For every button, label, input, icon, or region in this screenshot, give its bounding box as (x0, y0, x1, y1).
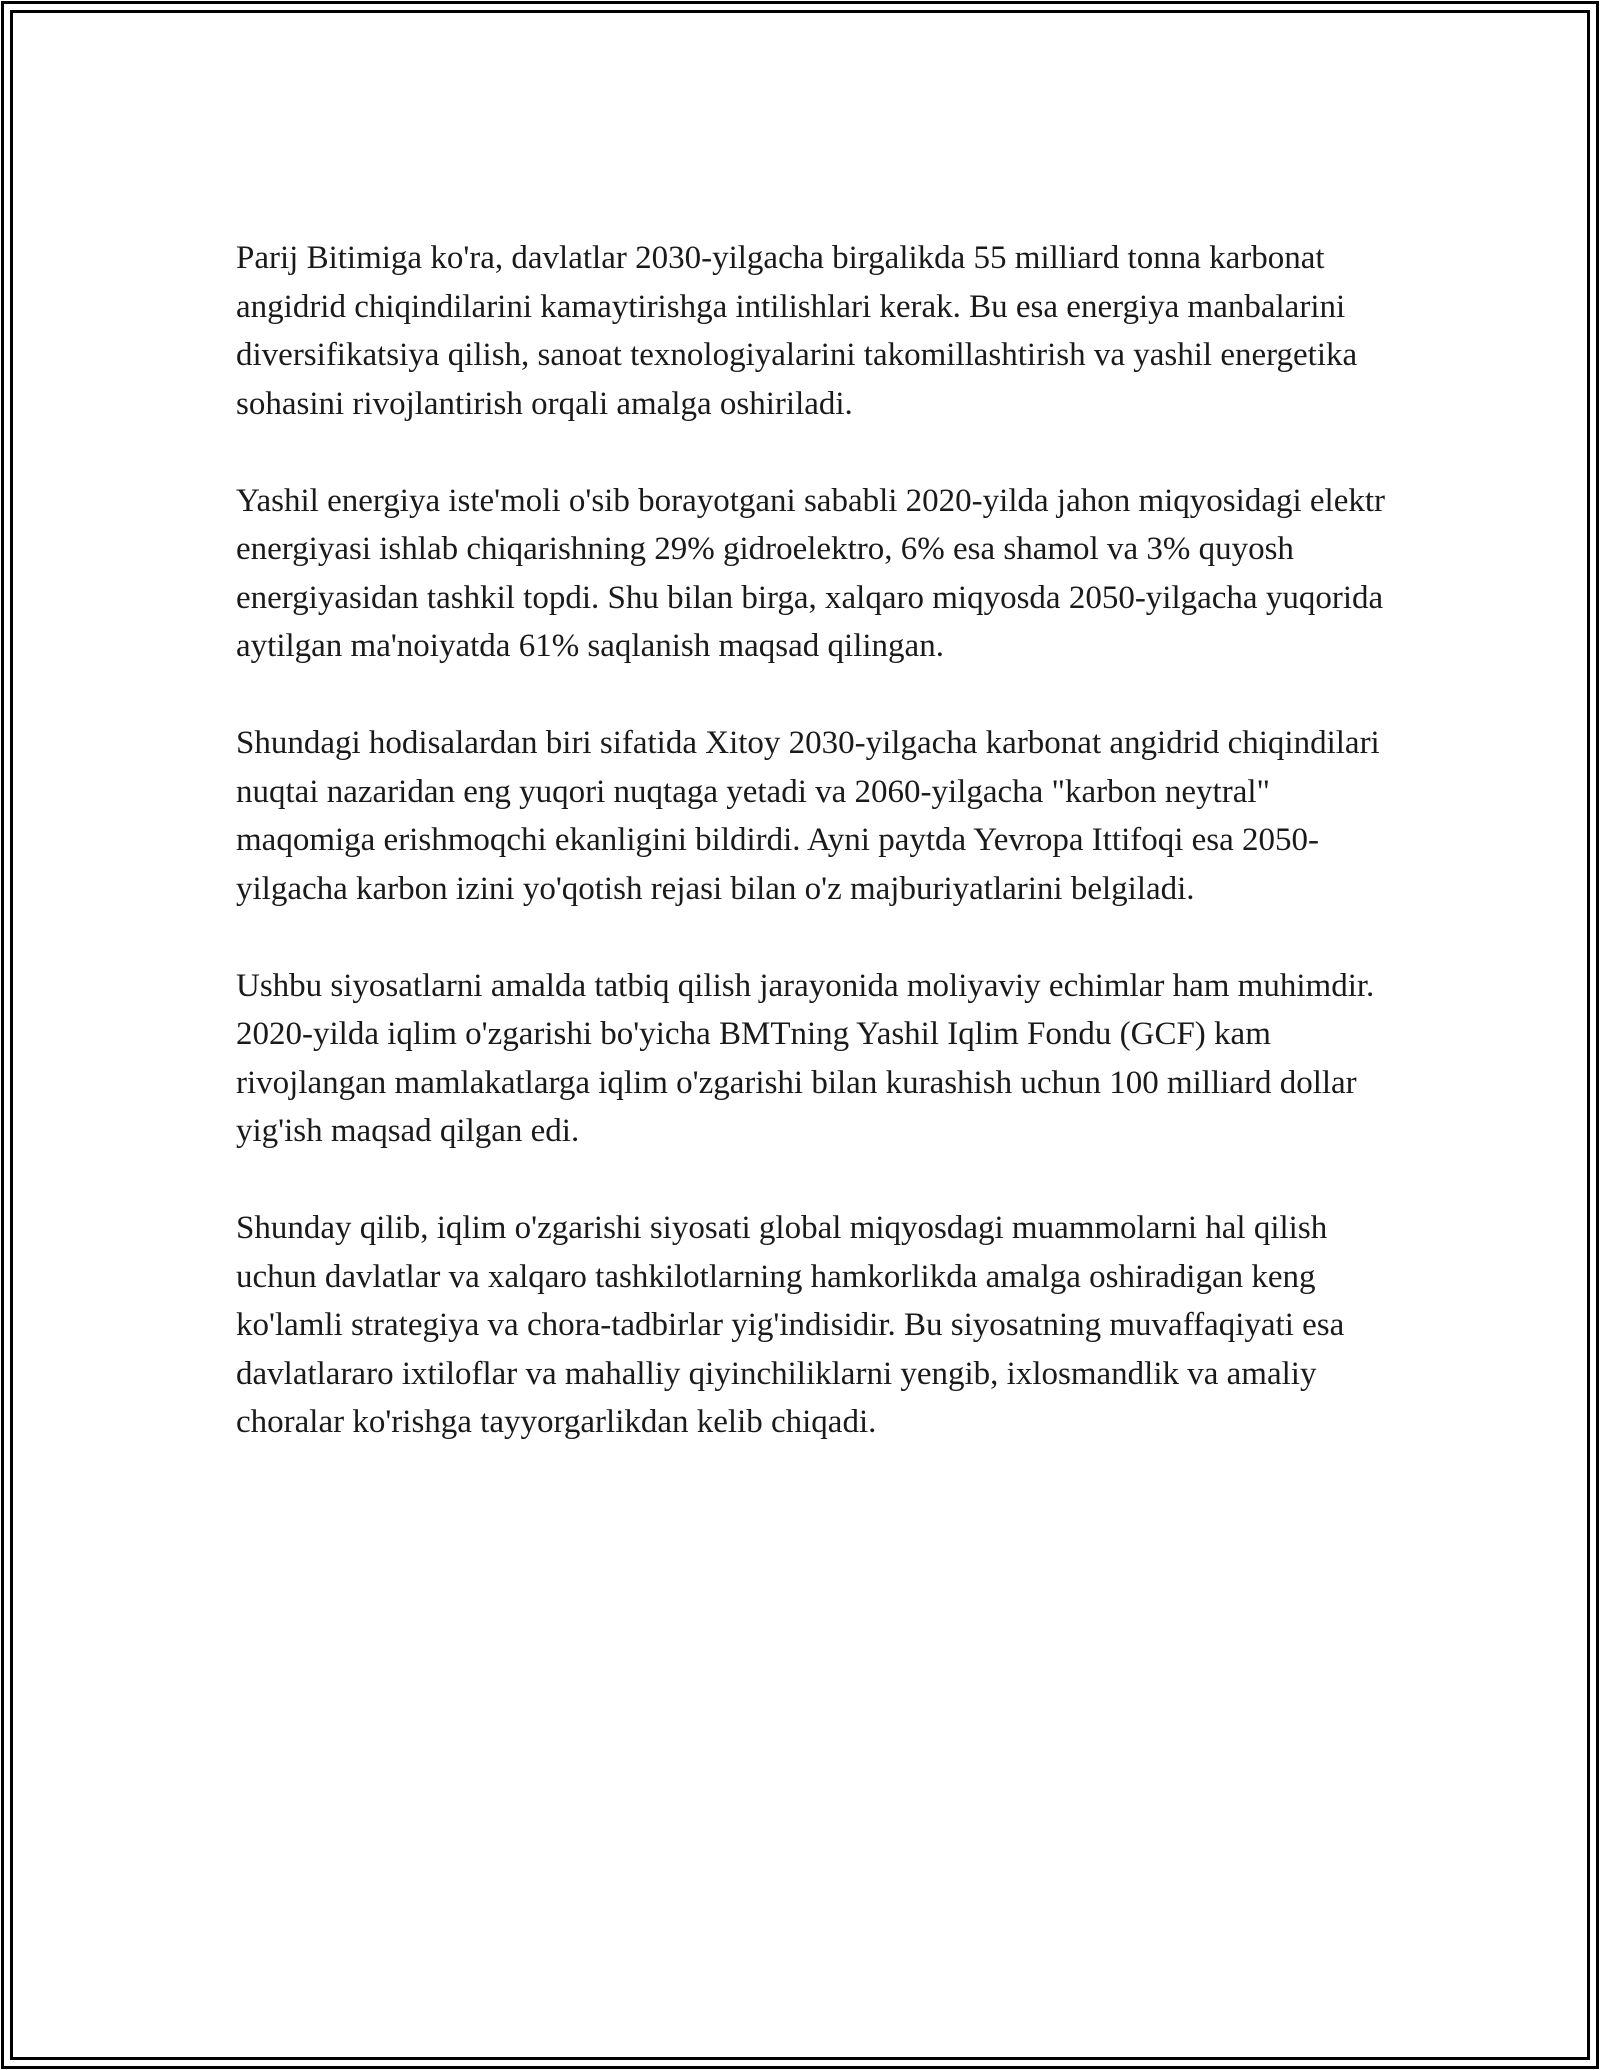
paragraph-green-energy: Yashil energiya iste'moli o'sib borayotgani sababli 2020-yilda jahon miqyosidagi elektr energiyasi ishlab chiqarishning 29% gidroelektro, 6% esa shamol va 3% quyosh energiyasidan tashkil topdi. Shu bilan birga, xalqaro miqyosda 2050-yilgacha yuqorida aytilgan ma'noiyatda 61% saqlanish maqsad qilingan. (236, 482, 1386, 664)
paragraph-paris-agreement: Parij Bitimiga ko'ra, davlatlar 2030-yilgacha birgalikda 55 milliard tonna karbonat angidrid chiqindilarini kamaytirishga intilishlari kerak. Bu esa energiya manbalarini diversifikatsiya qilish, sanoat texnologiyalarini takomillashtirish va yashil energetika sohasini rivojlantirish orqali amalga oshiriladi. (236, 240, 1358, 422)
paragraph-conclusion: Shunday qilib, iqlim o'zgarishi siyosati global miqyosdagi muammolarni hal qilish uchun davlatlar va xalqaro tashkilotlarning hamkorlikda amalga oshiradigan keng ko'lamli strategiya va chora-tadbirlar yig'indisidir. Bu siyosatning muvaffaqiyati esa davlatlararo ixtiloflar va mahalliy qiyinchiliklarni yengib, ixlosmandlik va amaliy choralar ko'rishga tayyorgarlikdan kelib chiqadi. (236, 1210, 1345, 1440)
paragraph-financing: Ushbu siyosatlarni amalda tatbiq qilish jarayonida moliyaviy echimlar ham muhimdir. 2020-yilda iqlim o'zgarishi bo'yicha BMTning Yashil Iqlim Fondu (GCF) kam rivojlangan mamlakatlarga iqlim o'zgarishi bilan kurashish uchun 100 milliard dollar yig'ish maqsad qilgan edi. (236, 967, 1375, 1149)
paragraph-china-eu: Shundagi hodisalardan biri sifatida Xitoy 2030-yilgacha karbonat angidrid chiqindilari nuqtai nazaridan eng yuqori nuqtaga yetadi va 2060-yilgacha "karbon neytral" maqomiga erishmoqchi ekanligini bildirdi. Ayni paytda Yevropa Ittifoqi esa 2050-yilgacha karbon izini yo'qotish rejasi bilan o'z majburiyatlarini belgiladi. (236, 725, 1380, 907)
document-body (236, 234, 1396, 1447)
